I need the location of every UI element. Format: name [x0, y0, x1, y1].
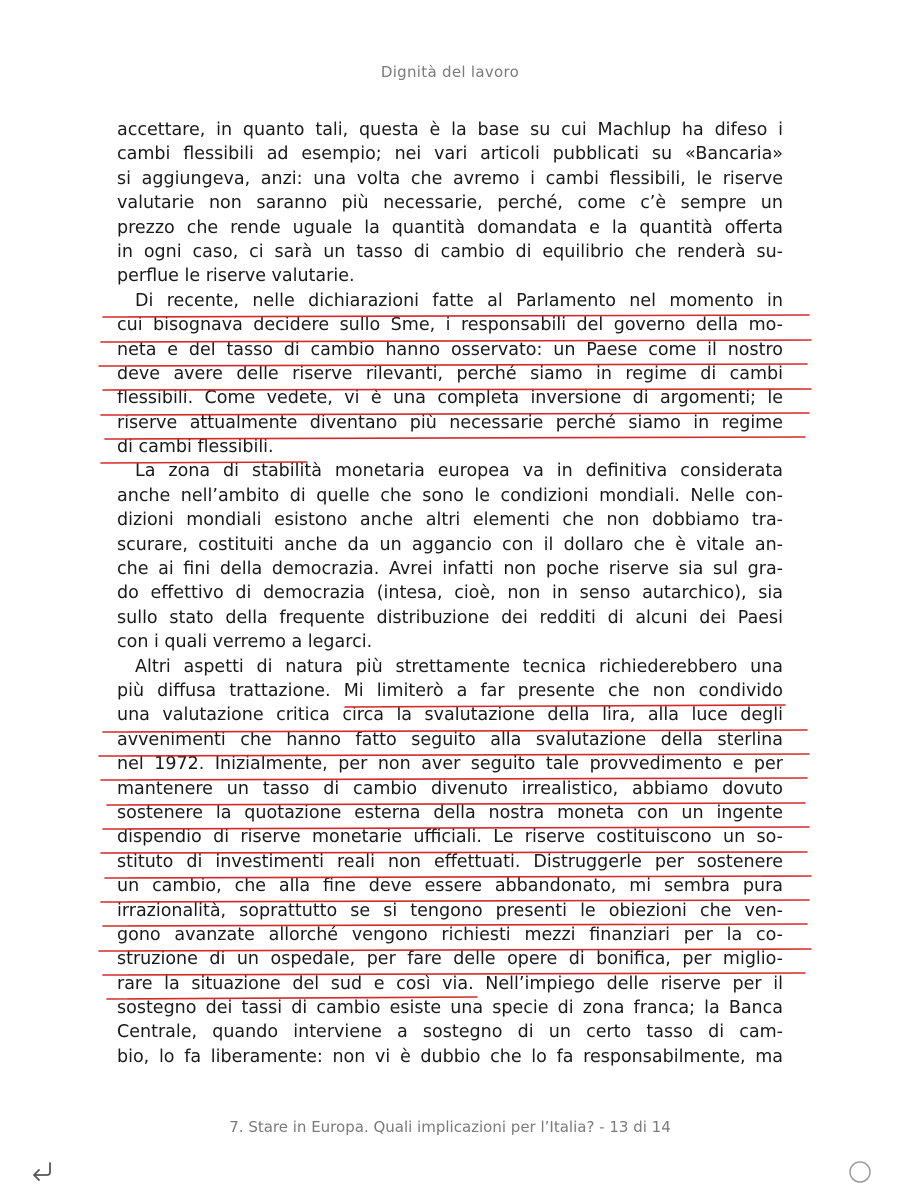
text-line: Di recente, nelle dichiarazioni fatte al Parlamento nel momento in: [135, 290, 783, 311]
text-line: una valutazione critica circa la svalutazione della lira, alla luce degli: [117, 705, 783, 726]
text-line: perflue le riserve valutarie.: [117, 266, 355, 287]
underline-stroke: [107, 997, 477, 999]
underline-stroke: [103, 973, 805, 975]
text-line: mantenere un tasso di cambio divenuto irrealistico, abbiamo dovuto: [117, 778, 783, 799]
text-line: cambi flessibili ad esempio; nei vari articoli pubblicati su «Bancaria»: [117, 144, 783, 165]
text-line: neta e del tasso di cambio hanno osservato: un Paese come il nostro: [117, 339, 783, 360]
text-line: scurare, costituiti anche da un aggancio con il dollaro che è vitale an-: [117, 534, 783, 555]
text-line: che ai fini della democrazia. Avrei infatti non poche riserve sia sul gra-: [117, 559, 783, 580]
text-line: nel 1972. Inizialmente, per non aver seguito tale provvedimento e per: [117, 754, 783, 775]
text-line: do effettivo di democrazia (intesa, cioè, non in senso autarchico), sia: [117, 583, 783, 604]
text-line: La zona di stabilità monetaria europea va in definitiva considerata: [135, 461, 783, 482]
underline-stroke: [101, 900, 809, 902]
underline-stroke: [107, 803, 805, 805]
underline-stroke: [103, 730, 807, 732]
text-line: avvenimenti che hanno fatto seguito alla svalutazione della sterlina: [117, 729, 783, 750]
underline-stroke: [99, 364, 807, 366]
text-line: di cambi flessibili.: [117, 437, 274, 458]
page-body-text: [117, 118, 783, 1069]
text-line: con i quali verremo a legarci.: [117, 632, 373, 653]
text-line: valutarie non saranno più necessarie, perché, come c’è sempre un: [117, 193, 783, 214]
text-line: flessibili. Come vedete, vi è una completa inversione di argomenti; le: [117, 388, 783, 409]
underline-stroke: [101, 462, 307, 463]
text-line: un cambio, che alla fine deve essere abbandonato, mi sembra pura: [117, 876, 783, 897]
page-footer: 7. Stare in Europa. Quali implicazioni per l’Italia? - 13 di 14: [229, 1118, 671, 1136]
text-line: riserve attualmente diventano più necessarie perché siamo in regime: [117, 412, 783, 433]
underline-stroke: [105, 437, 805, 439]
text-line: anche nell’ambito di quelle che sono le condizioni mondiali. Nelle con-: [117, 485, 783, 506]
text-line: gono avanzate allorché vengono richiesti mezzi finanziari per la co-: [117, 924, 783, 945]
return-arrow-icon[interactable]: [28, 1158, 56, 1186]
text-line: si aggiungeva, anzi: una volta che avremo i cambi flessibili, le riserve: [117, 168, 783, 189]
underline-stroke: [103, 924, 807, 926]
running-head-title: Dignità del lavoro: [380, 63, 520, 81]
text-line: stituto di investimenti reali non effettuati. Distruggerle per sostenere: [117, 851, 783, 872]
text-line: più diffusa trattazione. Mi limiterò a far presente che non condivido: [117, 680, 783, 701]
text-line: struzione di un ospedale, per fare delle opere di bonifica, per miglio-: [117, 949, 783, 970]
underline-stroke: [103, 827, 809, 829]
text-line: Centrale, quando interviene a sostegno di un certo tasso di cam-: [117, 1022, 783, 1043]
text-line: dispendio di riserve monetarie ufficiali. Le riserve costituiscono un so-: [117, 827, 783, 848]
text-line: cui bisognava decidere sullo Sme, i responsabili del governo della mo-: [117, 315, 783, 336]
text-line: deve avere delle riserve rilevanti, perché siamo in regime di cambi: [117, 363, 783, 384]
underline-stroke: [103, 389, 811, 390]
underline-stroke: [99, 949, 811, 951]
text-line: sostegno dei tassi di cambio esiste una specie di zona franca; la Banca: [117, 998, 783, 1019]
underline-stroke: [103, 315, 809, 317]
underline-stroke: [99, 754, 809, 756]
circle-icon[interactable]: [848, 1160, 872, 1184]
underline-stroke: [101, 852, 807, 853]
text-line: rare la situazione del sud e così via. Nell’impiego delle riserve per il: [117, 973, 783, 994]
underline-strokes: [117, 118, 817, 1078]
text-line: prezzo che rende uguale la quantità domandata e la quantità offerta: [117, 217, 783, 238]
text-line: dizioni mondiali esistono anche altri elementi che non dobbiamo tra-: [117, 510, 783, 531]
text-line: bio, lo fa liberamente: non vi è dubbio che lo fa responsabilmente, ma: [117, 1046, 783, 1067]
underline-stroke: [101, 413, 809, 415]
text-line: sullo stato della frequente distribuzione dei redditi di alcuni dei Paesi: [117, 607, 783, 628]
underline-stroke: [345, 705, 785, 707]
underline-stroke: [105, 876, 811, 878]
underline-stroke: [101, 340, 811, 342]
text-line: in ogni caso, ci sarà un tasso di cambio di equilibrio che renderà su-: [117, 241, 783, 262]
underline-stroke: [101, 778, 807, 780]
text-line: accettare, in quanto tali, questa è la base su cui Machlup ha difeso i: [117, 120, 783, 140]
text-line: sostenere la quotazione esterna della nostra moneta con un ingente: [117, 802, 783, 823]
text-line: Altri aspetti di natura più strettamente tecnica richiederebbero una: [135, 656, 783, 677]
text-line: irrazionalità, soprattutto se si tengono presenti le obiezioni che ven-: [117, 900, 783, 921]
